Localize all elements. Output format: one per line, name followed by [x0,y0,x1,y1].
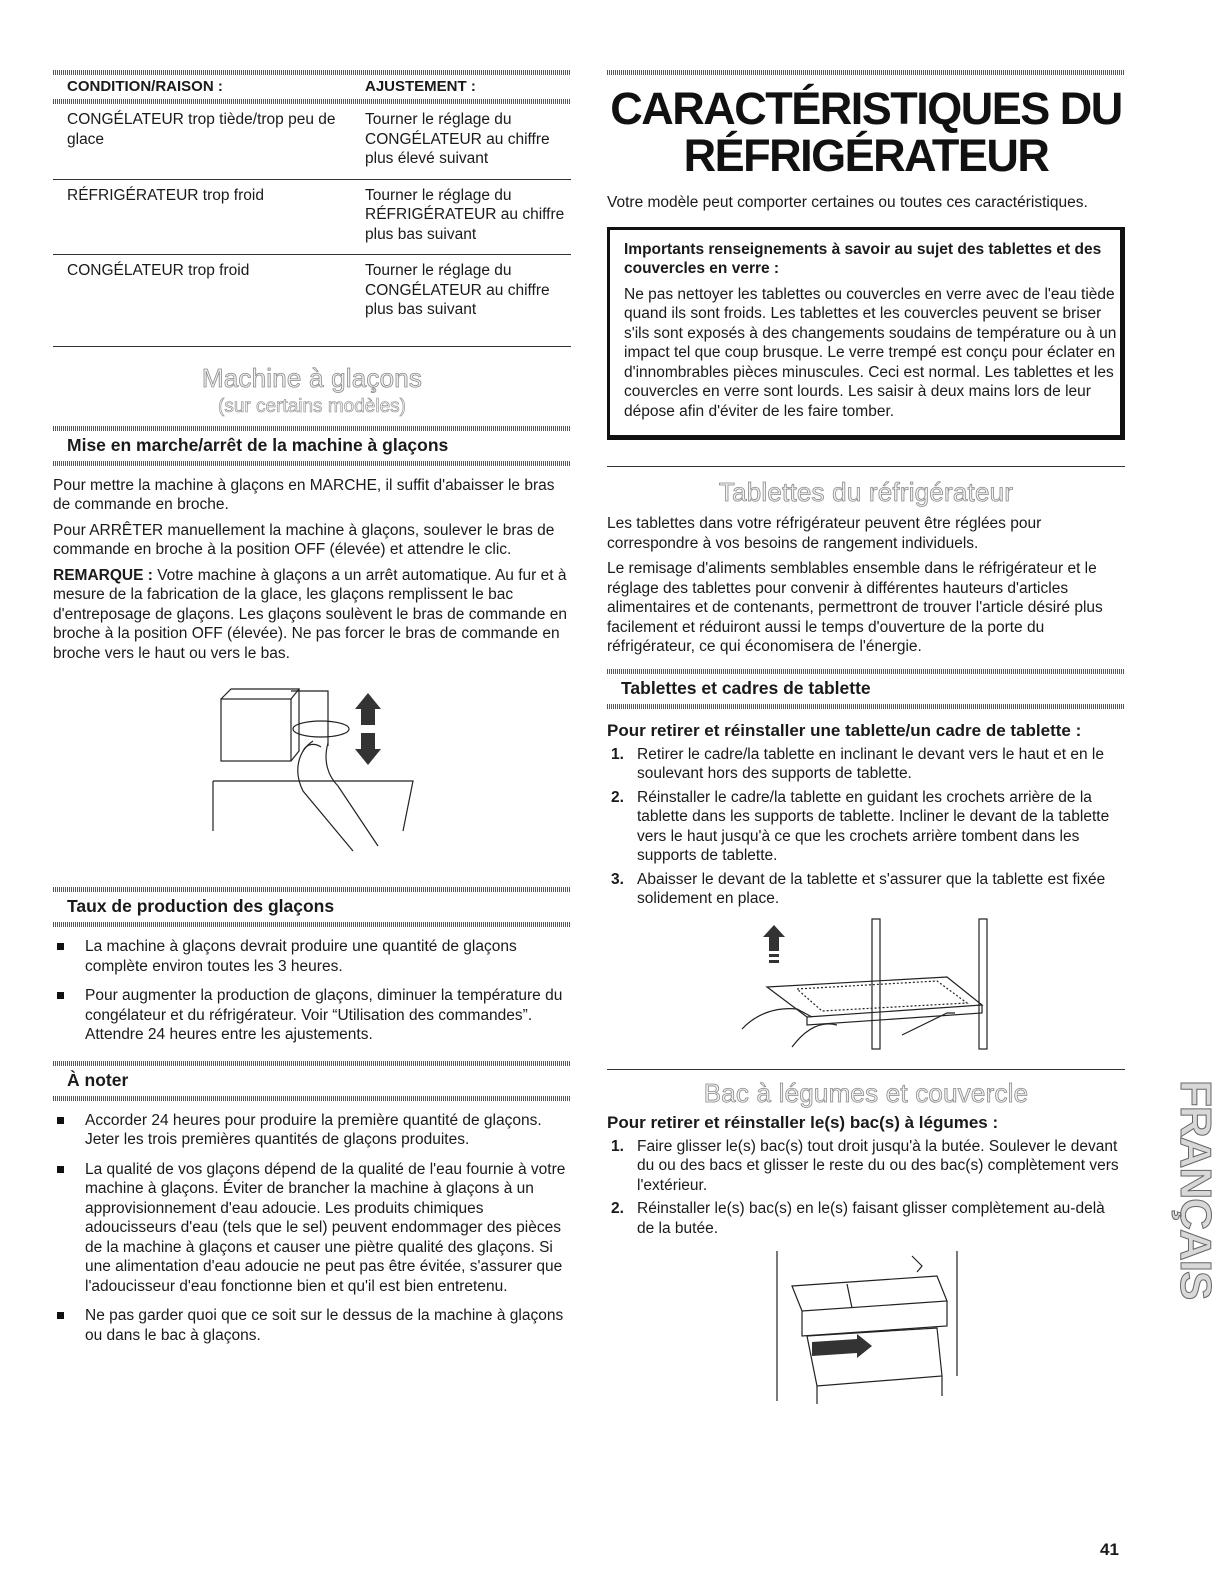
page-title-line: CARACTÉRISTIQUES DU [610,83,1122,134]
subsection-heading: À noter [67,1069,129,1090]
step-number: 2. [611,1200,624,1217]
language-tab [1138,1080,1220,1350]
list-item: La qualité de vos glaçons dépend de la qualité de l'eau fournie à votre machine à glaçons. Éviter de brancher la machine à glaçons à un approvisionnement d'eau adoucie. Les produits chimiques adoucisseurs d'eau (tels que le sel) peuvent endommager des pièces de la machine à glaçons et causer une piètre qualité des glaçons. Si une alimentation d'eau adoucie ne peut pas être évitée, s'assurer que l'adoucisseur d'eau fonctionne bien et qu'il est bien entretenu. [53,1160,571,1297]
step-text: Réinstaller le cadre/la tablette en guidant les crochets arrière de la tablette dans les supports de tablette. Incliner le devant de la tablette vers le haut jusqu'à ce que les crochets arrière tombent dans les supports de tablette. [637,788,1110,864]
page-title-line: RÉFRIGÉRATEUR [683,130,1049,181]
step-number: 1. [611,1137,624,1155]
section-subtitle: (sur certains modèles) [218,395,406,417]
table-cell: Tourner le réglage du CONGÉLATEUR au chiffre plus bas suivant [365,262,550,318]
list-item [607,745,1125,784]
warning-title: Importants renseignements à savoir au sujet des tablettes et des couvercles en verre : [624,240,1102,277]
table-row [53,180,571,256]
step-text: Retirer le cadre/la tablette en inclinant le devant vers le haut et en le soulevant hors des supports de tablette. [637,745,1104,782]
right-column [607,70,1125,1406]
step-text: Abaisser le devant de la tablette et s'assurer que la tablette est fixée solidement en place. [637,870,1106,907]
warning-text: Ne pas nettoyer les tablettes ou couvercles en verre avec de l'eau tiède quand ils sont froids. Les tablettes et les couvercles peuvent se briser s'ils sont exposés à des changements soudains de température ou à un impact tel que coup brusque. Le verre trempé est conçu pour éclater en d'innombrables pièces minuscules. Ceci est normal. Les tablettes et les couvercles en verre sont lourds. Les saisir à deux mains lors de leur dépose afin d'éviter de les faire tomber. [624,285,1117,420]
left-column [53,70,571,1345]
list-item [607,1137,1125,1196]
divider [53,1096,571,1101]
ice-maker-illustration [203,681,423,861]
numbered-list [607,745,1125,909]
table-cell: CONGÉLATEUR trop tiède/trop peu de glace [67,111,336,148]
divider [53,461,571,466]
crisper-drawing [772,1246,972,1406]
list-item [607,788,1125,866]
table-header [53,75,571,99]
ice-maker-drawing [203,681,423,861]
procedure-heading: Pour retirer et réinstaller le(s) bac(s) à légumes : [607,1112,999,1132]
table-header-condition: CONDITION/RAISON : [67,78,223,95]
list-item: Ne pas garder quoi que ce soit sur le dessus de la machine à glaçons ou dans le bac à glaçons. [53,1306,571,1345]
note-text: Votre machine à glaçons a un arrêt automatique. Au fur et à mesure de la fabrication de la glace, les glaçons remplissent le bac d'entreposage de glaçons. Les glaçons soulèvent le bras de commande en broche à la position OFF (élevée). Ne pas forcer le bras de commande en broche vers le haut ou vers le bas. [53,566,567,662]
paragraph: Pour mettre la machine à glaçons en MARCHE, il suffit d'abaisser le bras de commande en broche. [53,476,555,513]
divider [607,1069,1125,1070]
table-cell: Tourner le réglage du CONGÉLATEUR au chiffre plus élevé suivant [365,111,550,167]
table-cell: CONGÉLATEUR trop froid [67,262,250,279]
list-item: Accorder 24 heures pour produire la première quantité de glaçons. Jeter les trois premières quantités de glaçons produites. [53,1111,571,1150]
note-paragraph [53,566,571,664]
list-item [607,870,1125,909]
procedure-heading: Pour retirer et réinstaller une tablette/un cadre de tablette : [607,720,1082,740]
section-title: Bac à légumes et couvercle [703,1077,1029,1108]
step-number: 2. [611,788,624,806]
step-text: Réinstaller le(s) bac(s) en le(s) faisant glisser complètement au-delà de la butée. [637,1200,1105,1237]
section-title: Machine à glaçons [201,362,423,393]
subsection-heading: Tablettes et cadres de tablette [621,677,871,698]
paragraph: Pour ARRÊTER manuellement la machine à glaçons, soulever le bras de commande en broche à la position OFF (élevée) et attendre le clic. [53,521,555,558]
shelf-drawing [737,917,1007,1057]
divider [53,922,571,927]
subsection-heading: Mise en marche/arrêt de la machine à glaçons [67,434,449,455]
page-number: 41 [1100,1540,1119,1559]
page-title [607,85,1125,179]
subsection-heading: Taux de production des glaçons [67,896,335,916]
paragraph: Le remisage d'aliments semblables ensemble dans le réfrigérateur et le réglage des tablettes pour convenir à différentes hauteurs d'articles alimentaires et de contenants, permettront de trouver l'article désiré plus facilement et réduiront aussi le temps d'ouverture de la porte du réfrigérateur, ce qui économisera de l'énergie. [607,560,1103,655]
crisper-illustration [772,1246,972,1406]
divider [607,704,1125,709]
table-row [53,255,571,347]
language-tab-drawing [1138,1080,1220,1350]
bullet-list [53,937,571,1045]
table-cell: Tourner le réglage du RÉFRIGÉRATEUR au chiffre plus bas suivant [365,186,565,243]
step-text: Faire glisser le(s) bac(s) tout droit jusqu'à la butée. Soulever le devant du ou des bacs et glisser le reste du ou des bac(s) complètement vers l'extérieur. [637,1137,1119,1194]
table-header-adjustment: AJUSTEMENT : [365,78,476,95]
intro-paragraph: Votre modèle peut comporter certaines ou toutes ces caractéristiques. [607,194,1088,211]
divider [607,466,1125,467]
warning-box [607,227,1125,441]
list-item: La machine à glaçons devrait produire une quantité de glaçons complète environ toutes les 3 heures. [53,937,571,976]
bullet-list [53,1111,571,1346]
section-title: Tablettes du réfrigérateur [718,477,1014,507]
language-tab-label: FRANÇAIS [1171,1080,1220,1300]
paragraph: Les tablettes dans votre réfrigérateur peuvent être réglées pour correspondre à vos besoins de rangement individuels. [607,515,1042,552]
step-number: 1. [611,745,624,763]
table-cell: RÉFRIGÉRATEUR trop froid [67,186,264,204]
table-row [53,104,571,180]
note-label: REMARQUE : [53,566,153,584]
divider [607,70,1125,75]
list-item: Pour augmenter la production de glaçons, diminuer la température du congélateur et du réfrigérateur. Voir “Utilisation des commandes”. Attendre 24 heures entre les ajustements. [53,986,571,1045]
shelf-illustration [737,917,1007,1057]
numbered-list [607,1137,1125,1239]
step-number: 3. [611,870,624,888]
list-item [607,1199,1125,1238]
